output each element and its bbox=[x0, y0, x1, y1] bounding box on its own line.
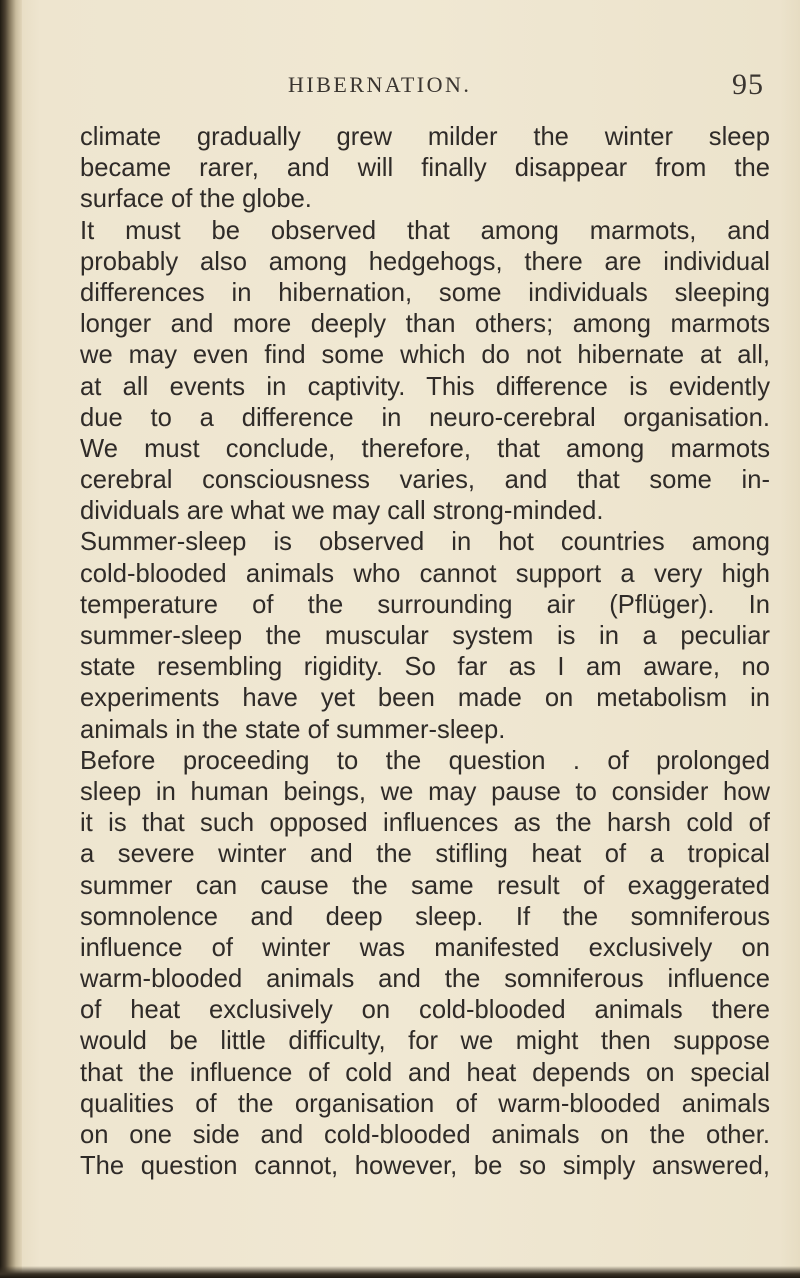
text-line: The question cannot, however, be so simply answered, bbox=[80, 1152, 770, 1181]
text-line: qualities of the organisation of warm-blooded animals bbox=[80, 1089, 770, 1118]
text-line: probably also among hedgehogs, there are individual bbox=[80, 247, 770, 276]
text-line: surface of the globe. bbox=[80, 185, 312, 214]
text-line: experiments have yet been made on metabolism in bbox=[80, 684, 770, 713]
text-line: warm-blooded animals and the somniferous influence bbox=[80, 965, 770, 994]
body-text bbox=[80, 122, 770, 1182]
text-line: a severe winter and the stifling heat of a tropical bbox=[80, 840, 770, 869]
text-line: animals in the state of summer-sleep. bbox=[80, 715, 506, 744]
text-line: Summer-sleep is observed in hot countries among bbox=[80, 528, 770, 557]
text-line: somnolence and deep sleep. If the somniferous bbox=[80, 902, 770, 931]
text-line: would be little difficulty, for we might then suppose bbox=[80, 1027, 770, 1056]
text-line: It must be observed that among marmots, and bbox=[80, 216, 770, 245]
page-bottom-shadow bbox=[0, 1266, 800, 1278]
text-line: dividuals are what we may call strong-minded. bbox=[80, 497, 604, 526]
text-line: on one side and cold-blooded animals on the other. bbox=[80, 1121, 770, 1149]
page-binding-edge bbox=[0, 0, 22, 1278]
text-line: cold-blooded animals who cannot support a very high bbox=[80, 559, 770, 588]
text-line: due to a difference in neuro-cerebral organisation. bbox=[80, 403, 770, 432]
text-line: that the influence of cold and heat depends on special bbox=[80, 1058, 770, 1087]
text-line: differences in hibernation, some individuals sleeping bbox=[80, 278, 770, 307]
text-line: temperature of the surrounding air (Pflüger). In bbox=[80, 590, 770, 619]
text-line: summer can cause the same result of exaggerated bbox=[80, 871, 770, 900]
text-line: at all events in captivity. This difference is evidently bbox=[80, 372, 770, 401]
text-line: summer-sleep the muscular system is in a peculiar bbox=[80, 622, 770, 650]
page-number: 95 bbox=[732, 68, 764, 101]
page-header bbox=[80, 68, 770, 108]
running-head: HIBERNATION. bbox=[288, 72, 472, 97]
text-line: it is that such opposed influences as the harsh cold of bbox=[80, 809, 770, 838]
text-line: influence of winter was manifested exclusively on bbox=[80, 933, 770, 962]
text-line: state resembling rigidity. So far as I am aware, no bbox=[80, 653, 770, 682]
text-line: Before proceeding to the question . of prolonged bbox=[80, 746, 770, 775]
text-line: longer and more deeply than others; among marmots bbox=[80, 310, 770, 339]
text-line: of heat exclusively on cold-blooded animals there bbox=[80, 996, 770, 1025]
text-line: sleep in human beings, we may pause to consider how bbox=[80, 777, 770, 806]
text-line: became rarer, and will finally disappear from the bbox=[80, 154, 770, 183]
text-line: we may even find some which do not hibernate at all, bbox=[80, 341, 770, 370]
text-line: We must conclude, therefore, that among marmots bbox=[80, 434, 770, 463]
text-line: cerebral consciousness varies, and that some in- bbox=[80, 466, 770, 495]
text-line: climate gradually grew milder the winter sleep bbox=[80, 123, 770, 151]
